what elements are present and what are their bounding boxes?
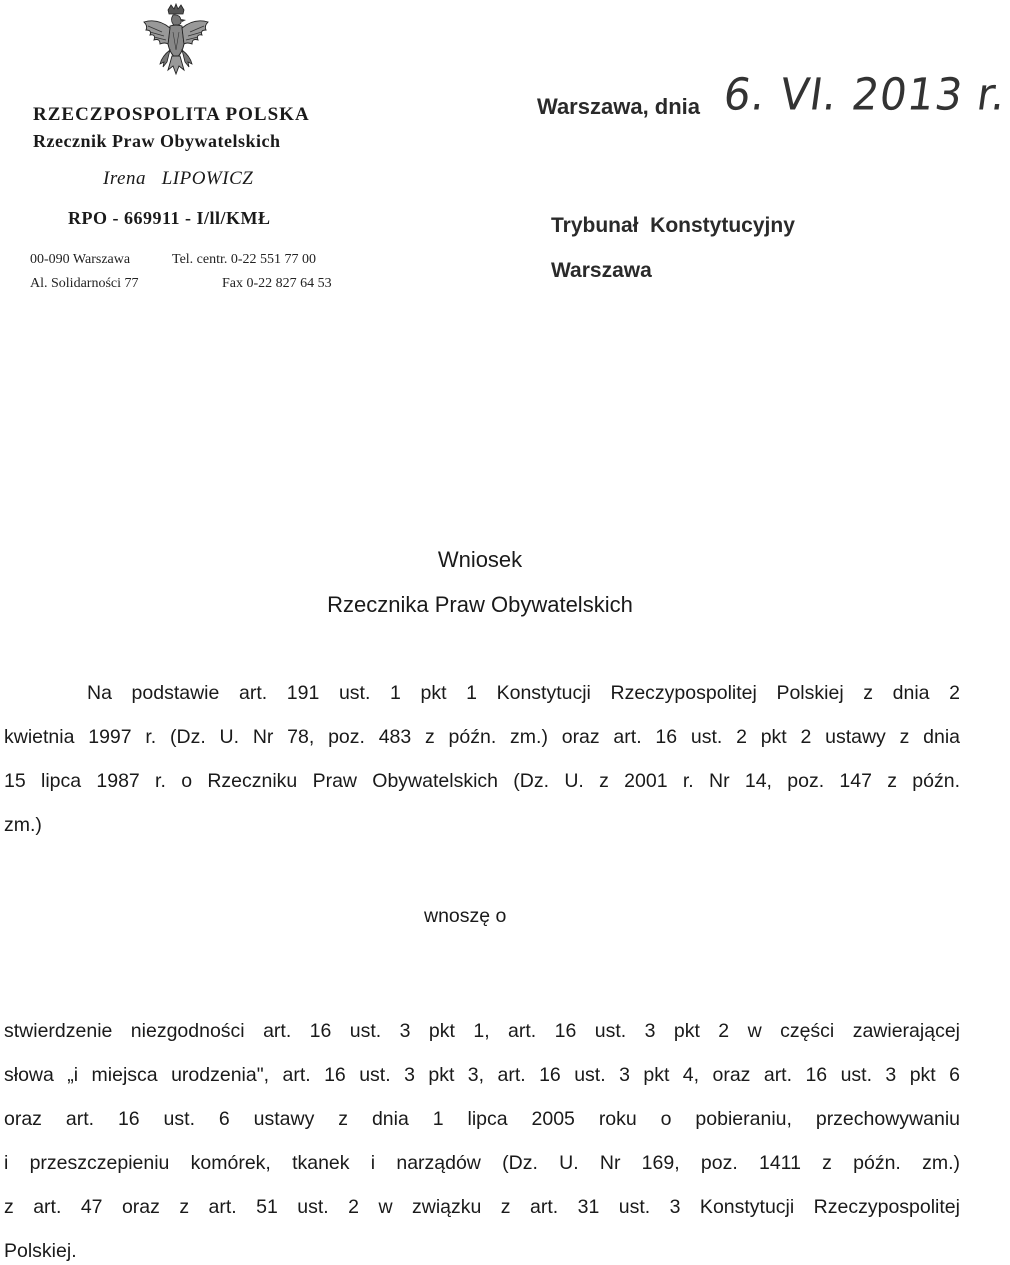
para2-line: oraz art. 16 ust. 6 ustawy z dnia 1 lipca 2005 roku o pobieraniu, przechowywaniu — [4, 1108, 960, 1130]
header-reference: RPO - 669911 - I/ll/KMŁ — [68, 208, 271, 228]
header-street: Al. Solidarności 77 — [30, 276, 139, 291]
recipient-name: Trybunał Konstytucyjny — [551, 214, 795, 237]
para2-line: Polskiej. — [4, 1240, 77, 1262]
document-title: Wniosek — [437, 547, 523, 572]
para1-line: zm.) — [4, 814, 42, 836]
para1-line: 15 lipca 1987 r. o Rzeczniku Praw Obywatelskich (Dz. U. z 2001 r. Nr 14, poz. 147 z późn. — [4, 770, 960, 792]
header-person: Irena LIPOWICZ — [103, 168, 254, 189]
document-subtitle: Rzecznika Praw Obywatelskich — [327, 592, 633, 617]
header-fax: Fax 0-22 827 64 53 — [222, 276, 332, 291]
header-office: Rzecznik Praw Obywatelskich — [33, 131, 281, 151]
date-label: Warszawa, dnia — [537, 94, 701, 119]
para1-line: Na podstawie art. 191 ust. 1 pkt 1 Konstytucji Rzeczypospolitej Polskiej z dnia 2 — [87, 682, 960, 704]
para2-line: i przeszczepieniu komórek, tkanek i narządów (Dz. U. Nr 169, poz. 1411 z późn. zm.) — [4, 1152, 960, 1174]
eagle-emblem-icon — [140, 4, 212, 88]
request-phrase: wnoszę o — [424, 905, 507, 927]
header-postal-city: 00-090 Warszawa — [30, 252, 131, 267]
recipient-city: Warszawa — [551, 259, 652, 282]
para1-line: kwietnia 1997 r. (Dz. U. Nr 78, poz. 483 z późn. zm.) oraz art. 16 ust. 2 pkt 2 ustawy z dnia — [4, 726, 960, 748]
para2-line: słowa „i miejsca urodzenia", art. 16 ust. 3 pkt 3, art. 16 ust. 3 pkt 4, oraz art. 16 ust. 3 pkt 6 — [4, 1064, 960, 1086]
para2-line: stwierdzenie niezgodności art. 16 ust. 3 pkt 1, art. 16 ust. 3 pkt 2 w części zawierającej — [4, 1020, 960, 1042]
para2-line: z art. 47 oraz z art. 51 ust. 2 w związku z art. 31 ust. 3 Konstytucji Rzeczypospolitej — [4, 1196, 960, 1218]
handwritten-date: 6. VI. 2013 r. — [720, 68, 1010, 121]
header-phone: Tel. centr. 0-22 551 77 00 — [172, 252, 317, 267]
header-country: RZECZPOSPOLITA POLSKA — [33, 104, 310, 125]
